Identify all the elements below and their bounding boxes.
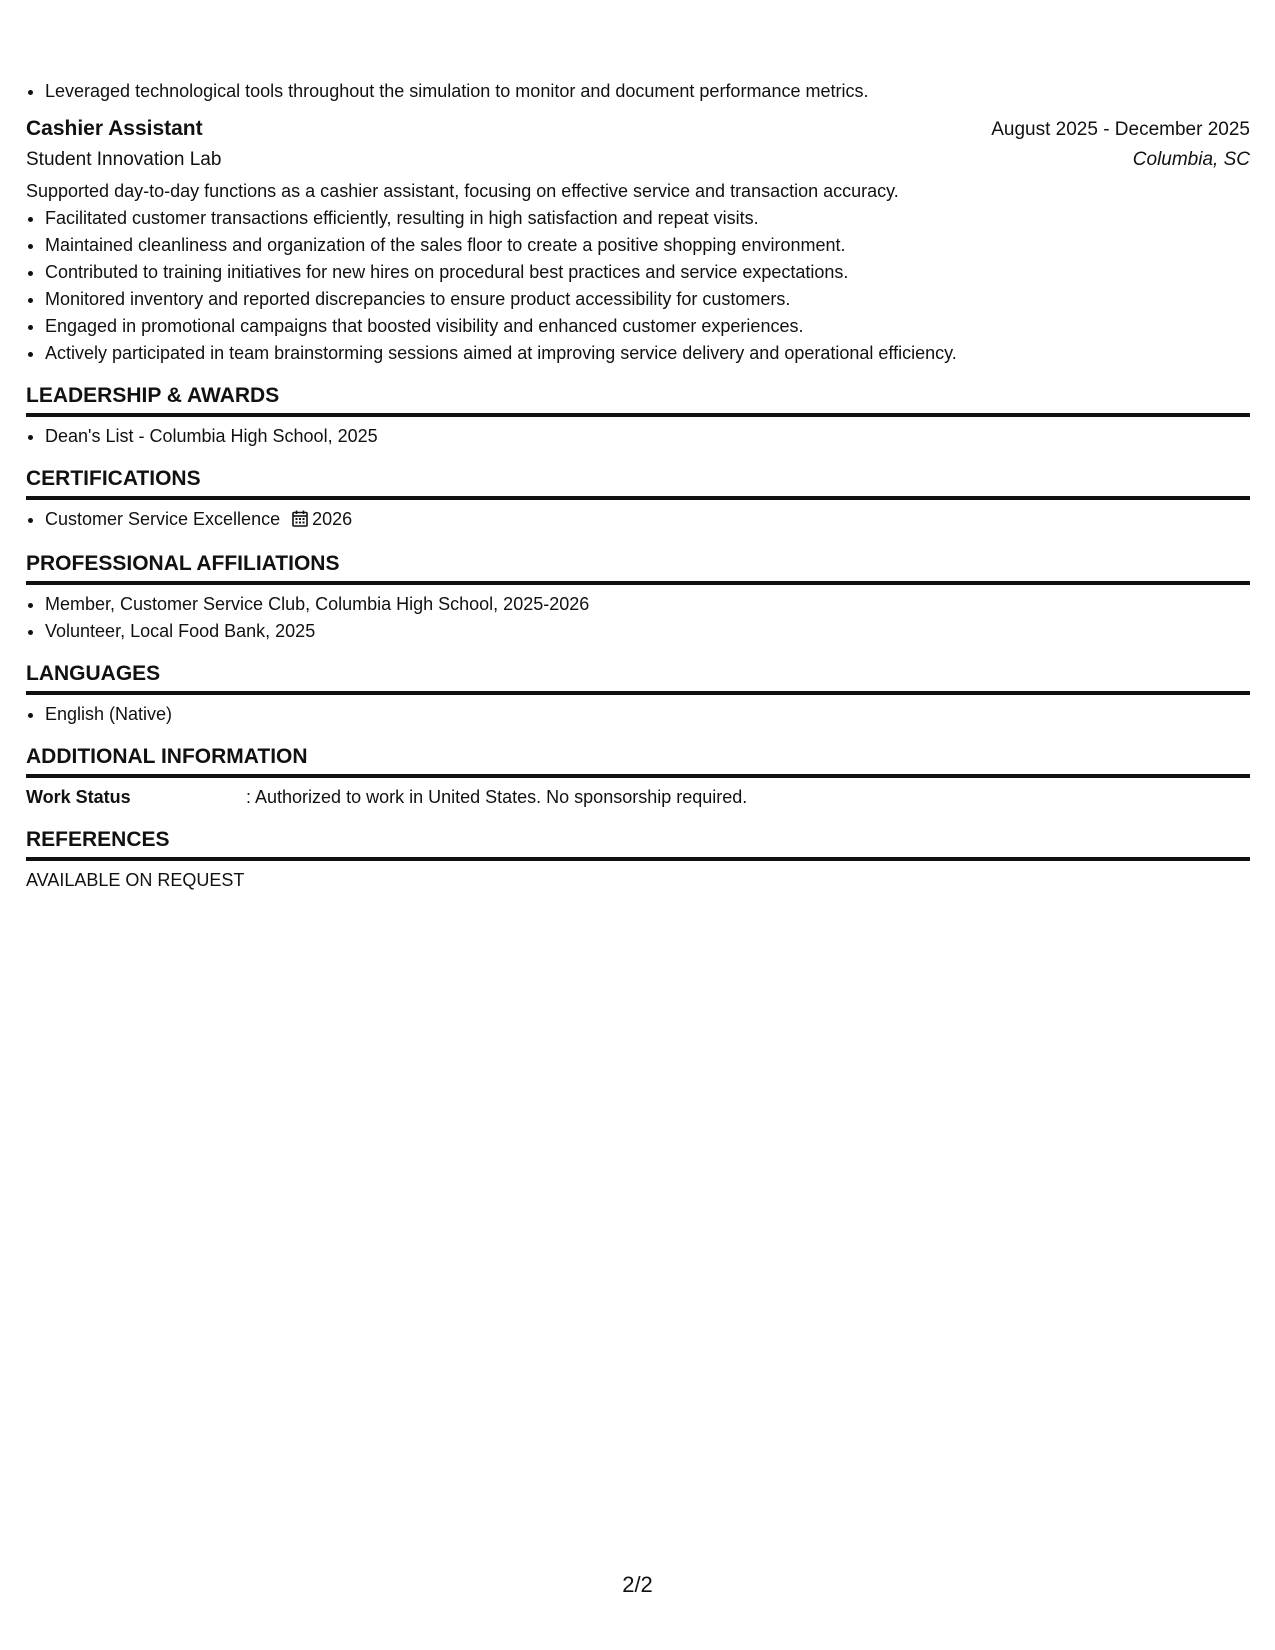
- page-number: 2/2: [622, 1572, 653, 1597]
- affiliations-list: [26, 591, 1250, 645]
- job-bullets: [26, 205, 1250, 367]
- previous-job-bullets: [26, 78, 1250, 105]
- languages-list: [26, 701, 1250, 728]
- certifications-list: [26, 506, 1250, 535]
- references-text: AVAILABLE ON REQUEST: [26, 870, 245, 890]
- section-heading: PROFESSIONAL AFFILIATIONS: [26, 551, 1250, 585]
- job-entry: [26, 114, 1250, 367]
- section-heading: REFERENCES: [26, 827, 1250, 861]
- section-heading: CERTIFICATIONS: [26, 466, 1250, 500]
- job-subheader-row: [26, 145, 1250, 175]
- resume-page: [26, 0, 1250, 894]
- list-item: • Volunteer, Local Food Bank, 2025: [45, 618, 1250, 645]
- certification-year: 2026: [312, 509, 353, 529]
- list-item: • Leveraged technological tools throughout the simulation to monitor and document performance metrics.: [45, 78, 1250, 105]
- job-location: Columbia, SC: [1132, 149, 1250, 170]
- job-organization: Student Innovation Lab: [26, 149, 222, 170]
- calendar-icon: [292, 508, 308, 535]
- references-section: [26, 827, 1250, 894]
- job-title: Cashier Assistant: [26, 117, 203, 140]
- info-label: Work Status: [26, 787, 131, 807]
- section-heading: LEADERSHIP & AWARDS: [26, 383, 1250, 417]
- additional-info-section: [26, 744, 1250, 811]
- job-summary: Supported day-to-day functions as a cashier assistant, focusing on effective service and transaction accuracy.: [26, 181, 899, 201]
- list-item: • Maintained cleanliness and organization of the sales floor to create a positive shopping environment.: [45, 232, 1250, 259]
- list-item: [45, 506, 1250, 535]
- certifications-section: [26, 466, 1250, 535]
- info-value: : Authorized to work in United States. No sponsorship required.: [246, 787, 748, 807]
- certification-name: Customer Service Excellence: [45, 509, 281, 529]
- list-item: • Member, Customer Service Club, Columbia High School, 2025-2026: [45, 591, 1250, 618]
- affiliations-section: [26, 551, 1250, 645]
- section-heading: ADDITIONAL INFORMATION: [26, 744, 1250, 778]
- list-item: • Monitored inventory and reported discrepancies to ensure product accessibility for customers.: [45, 286, 1250, 313]
- list-item: • Facilitated customer transactions efficiently, resulting in high satisfaction and repeat visits.: [45, 205, 1250, 232]
- leadership-list: [26, 423, 1250, 450]
- list-item: • Actively participated in team brainstorming sessions aimed at improving service delivery and operational efficiency.: [45, 340, 1250, 367]
- languages-section: [26, 661, 1250, 728]
- job-header-row: [26, 114, 1250, 145]
- section-heading: LANGUAGES: [26, 661, 1250, 695]
- list-item: • English (Native): [45, 701, 1250, 728]
- list-item: • Dean's List - Columbia High School, 2025: [45, 423, 1250, 450]
- info-row: [26, 784, 1250, 811]
- job-dates: August 2025 - December 2025: [991, 119, 1250, 140]
- list-item: • Contributed to training initiatives for new hires on procedural best practices and service expectations.: [45, 259, 1250, 286]
- leadership-section: [26, 383, 1250, 450]
- list-item: • Engaged in promotional campaigns that boosted visibility and enhanced customer experiences.: [45, 313, 1250, 340]
